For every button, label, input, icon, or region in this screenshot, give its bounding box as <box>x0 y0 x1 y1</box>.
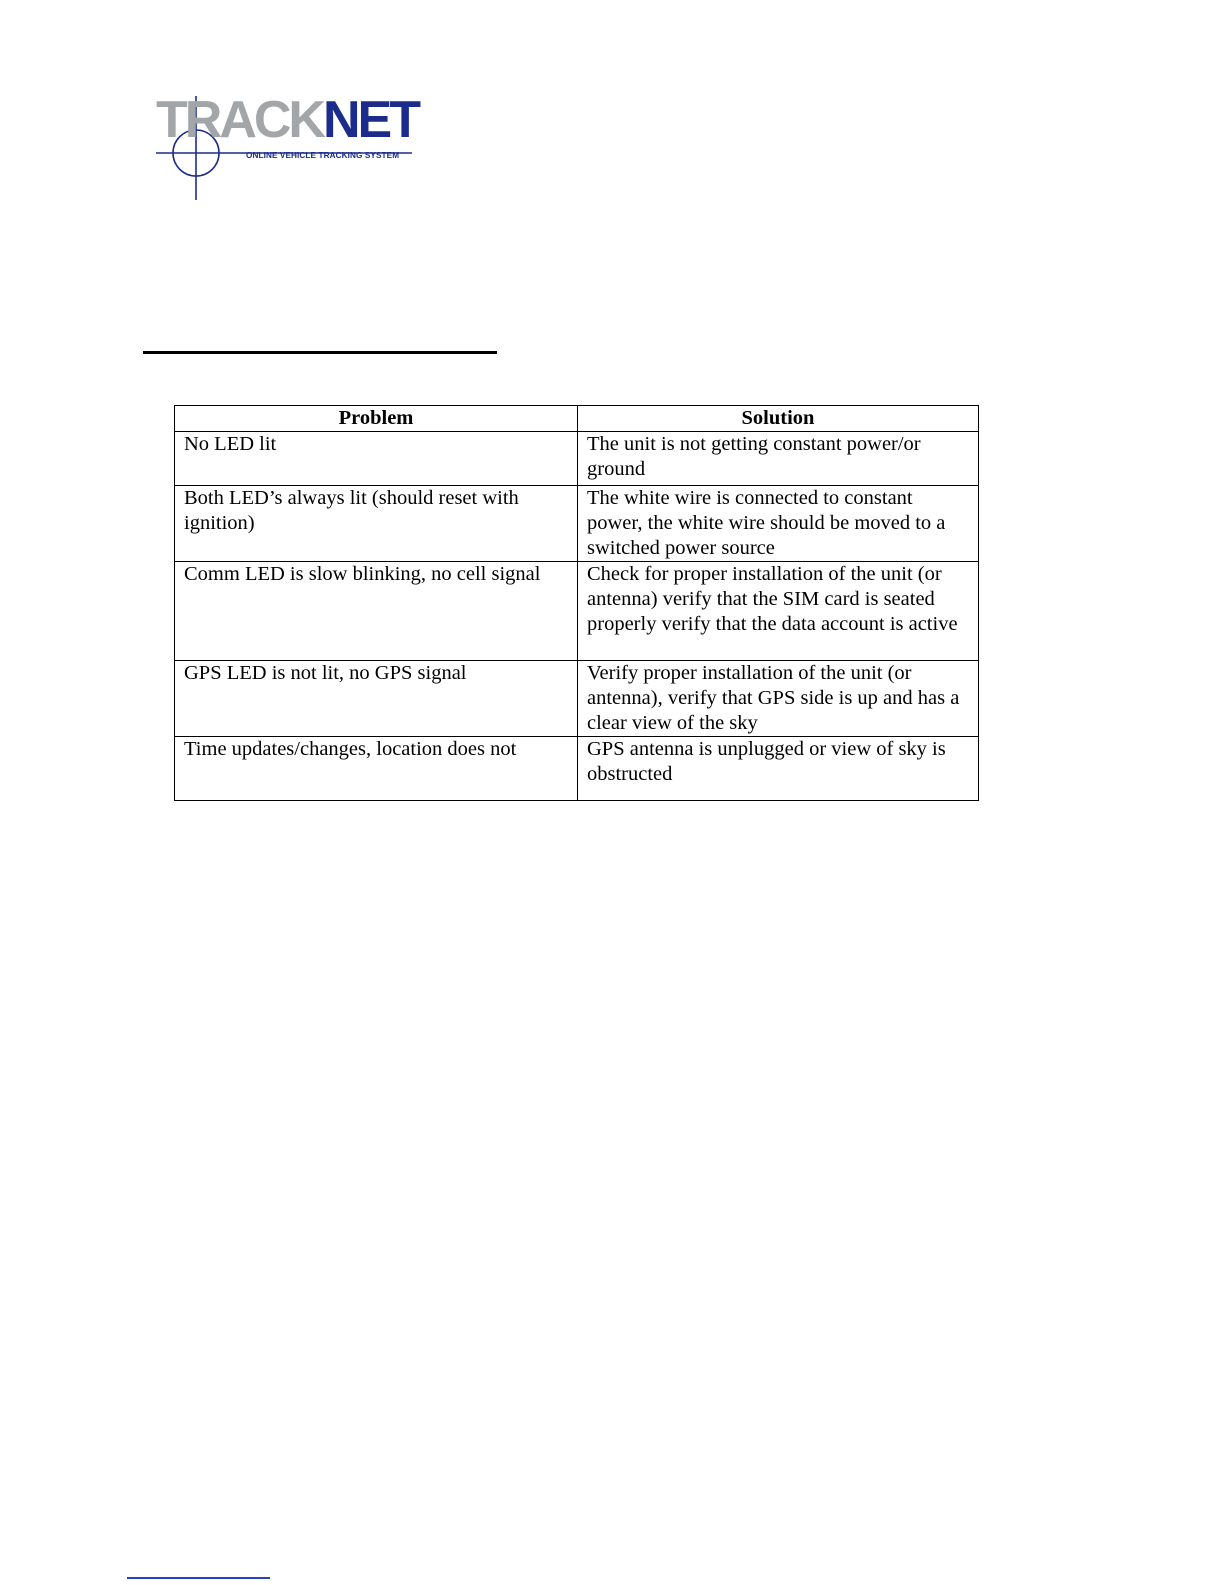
troubleshooting-table <box>174 405 979 801</box>
tracknet-logo <box>150 90 430 205</box>
problem-cell: Both LED’s always lit (should reset with ignition) <box>175 486 578 562</box>
heading-underline <box>143 351 497 354</box>
logo-word-net: NET <box>322 91 418 149</box>
table-row <box>175 737 979 801</box>
solution-cell: The unit is not getting constant power/or ground <box>578 432 979 486</box>
solution-cell: GPS antenna is unplugged or view of sky is obstructed <box>578 737 979 801</box>
footer-link-underline[interactable] <box>127 1577 270 1579</box>
problem-cell: Comm LED is slow blinking, no cell signal <box>175 562 578 661</box>
table-row <box>175 432 979 486</box>
table-row <box>175 562 979 661</box>
problem-cell: No LED lit <box>175 432 578 486</box>
table-header-row <box>175 406 979 432</box>
logo-wordmark <box>156 91 418 149</box>
header-solution: Solution <box>578 406 979 432</box>
header-problem: Problem <box>175 406 578 432</box>
table-row <box>175 486 979 562</box>
problem-cell: GPS LED is not lit, no GPS signal <box>175 661 578 737</box>
logo-tagline: ONLINE VEHICLE TRACKING SYSTEM <box>246 151 400 160</box>
logo-word-track: TRACK <box>156 91 323 149</box>
problem-cell: Time updates/changes, location does not <box>175 737 578 801</box>
solution-cell: Check for proper installation of the unit (or antenna) verify that the SIM card is seated properly verify that the data account is active <box>578 562 979 661</box>
solution-cell: The white wire is connected to constant power, the white wire should be moved to a switched power source <box>578 486 979 562</box>
solution-cell: Verify proper installation of the unit (or antenna), verify that GPS side is up and has a clear view of the sky <box>578 661 979 737</box>
table-row <box>175 661 979 737</box>
